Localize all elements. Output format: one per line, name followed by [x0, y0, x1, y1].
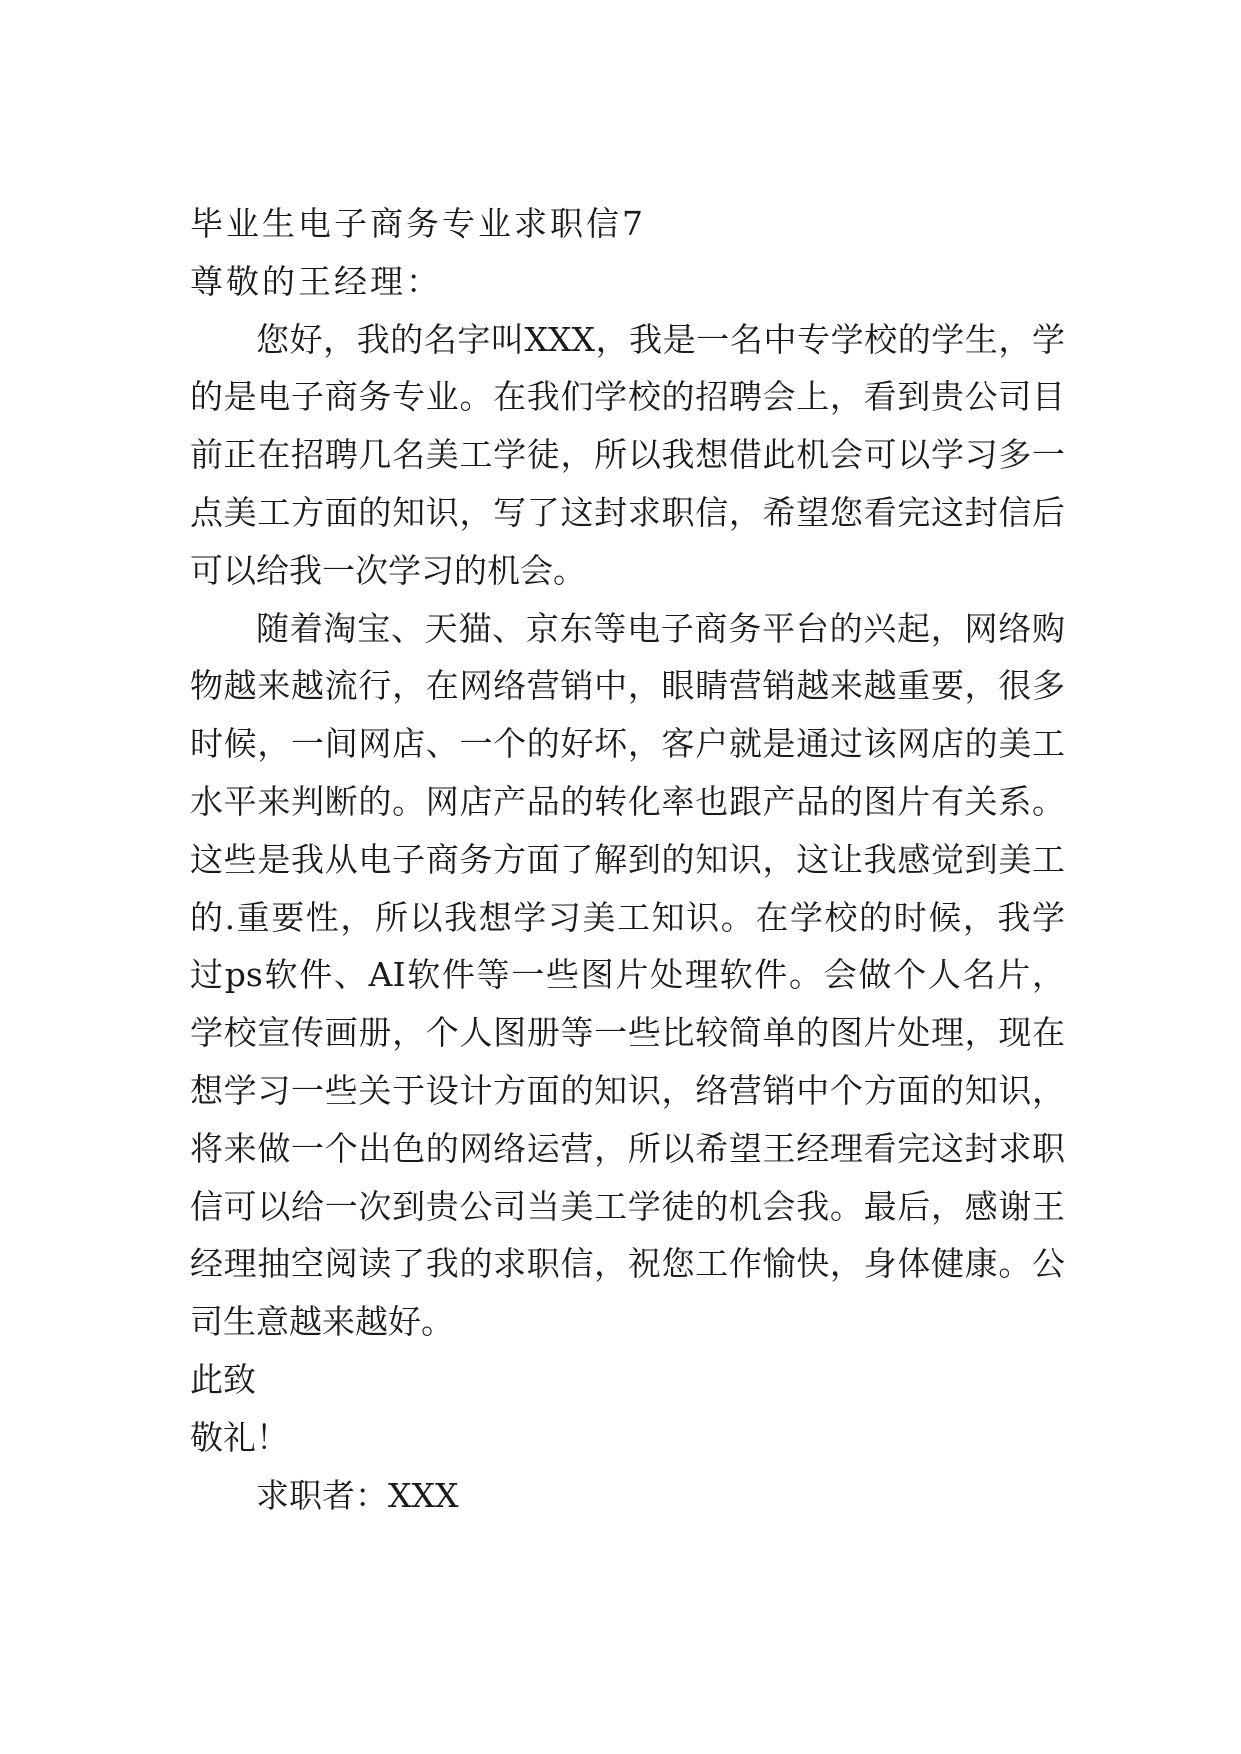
paragraph-line: 经理抽空阅读了我的求职信，祝您工作愉快，身体健康。公: [190, 1244, 1065, 1284]
paragraph-line: 时候，一间网店、一个的好坏，客户就是通过该网店的美工: [190, 724, 1065, 764]
letter-body: [190, 195, 1065, 1524]
paragraph-line: 可以给我一次学习的机会。: [190, 550, 586, 590]
paragraph-line: 的是电子商务专业。在我们学校的招聘会上，看到贵公司目: [190, 377, 1065, 417]
greeting: 尊敬的王经理：: [190, 261, 442, 301]
paragraph-line: 将来做一个出色的网络运营，所以希望王经理看完这封求职: [190, 1128, 1065, 1168]
paragraph-line: 水平来判断的。网店产品的转化率也跟产品的图片有关系。: [190, 781, 1065, 821]
paragraph-line: 这些是我从电子商务方面了解到的知识，这让我感觉到美工: [190, 839, 1065, 879]
paragraph-line: 想学习一些关于设计方面的知识，络营销中个方面的知识，: [190, 1070, 1065, 1110]
paragraph-line: 点美工方面的知识，写了这封求职信，希望您看完这封信后: [190, 492, 1065, 532]
signature: 求职者：XXX: [256, 1475, 459, 1515]
paragraph-line: 学校宣传画册，个人图册等一些比较简单的图片处理，现在: [190, 1013, 1065, 1053]
paragraph-line: 您好，我的名字叫XXX，我是一名中专学校的学生，学: [256, 319, 1065, 359]
paragraph-line: 随着淘宝、天猫、京东等电子商务平台的兴起，网络购: [256, 608, 1065, 648]
paragraph-line: 的.重要性，所以我想学习美工知识。在学校的时候，我学: [190, 897, 1065, 937]
closing-salutation: 此致: [190, 1359, 256, 1399]
paragraph-line: 前正在招聘几名美工学徒，所以我想借此机会可以学习多一: [190, 435, 1065, 475]
document-title: 毕业生电子商务专业求职信7: [190, 204, 646, 243]
paragraph-1: [190, 311, 1065, 600]
paragraph-line: 物越来越流行，在网络营销中，眼睛营销越来越重要，很多: [190, 666, 1065, 706]
closing-regards: 敬礼！: [190, 1417, 289, 1457]
paragraph-line: 司生意越来越好。: [190, 1302, 454, 1342]
paragraph-2: [190, 600, 1065, 1351]
paragraph-line: 过ps软件、AI软件等一些图片处理软件。会做个人名片，: [190, 955, 1065, 995]
paragraph-line: 信可以给一次到贵公司当美工学徒的机会我。最后，感谢王: [190, 1186, 1065, 1226]
